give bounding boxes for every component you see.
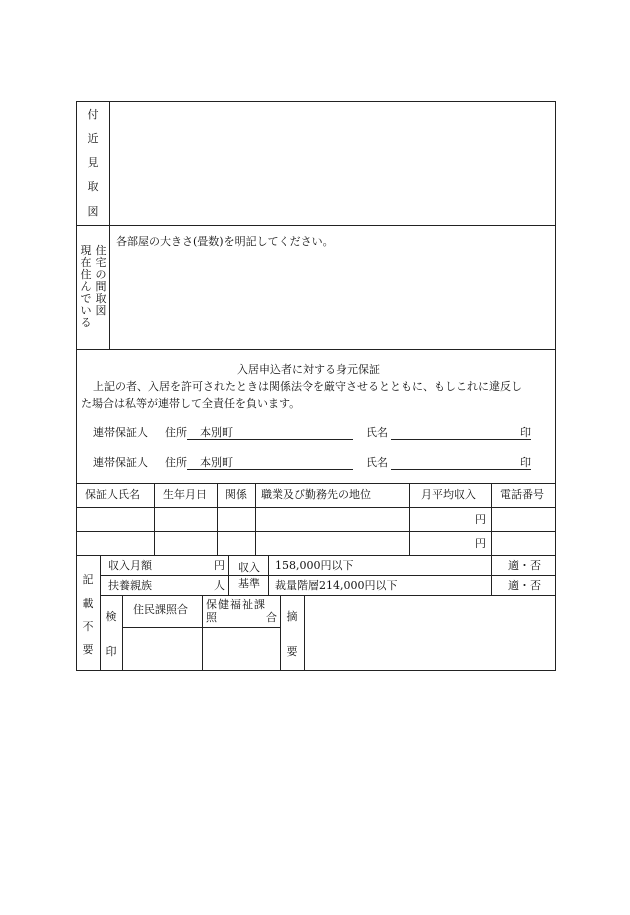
map-label-char: 図	[87, 205, 99, 218]
dependents-unit: 人	[214, 579, 225, 592]
residents-check-label: 住民課照合	[133, 603, 188, 616]
judgement-1[interactable]: 適・否	[508, 559, 541, 572]
residents-check-stamp-box[interactable]	[123, 628, 202, 670]
welfare-stamp-box[interactable]	[203, 628, 280, 670]
header-relation: 関係	[225, 488, 247, 501]
guarantee-body-line2: た場合は私等が連帯して全責任を負います。	[81, 397, 301, 410]
header-phone: 電話番号	[500, 488, 544, 501]
criteria-discretionary-limit: 裁量階層214,000円以下	[275, 579, 398, 592]
income-unit: 円	[214, 559, 225, 572]
guarantor-role: 連帯保証人	[93, 456, 148, 469]
inspection-char: 検	[105, 610, 117, 623]
yen-unit: 円	[475, 513, 486, 526]
office-label-char: 載	[82, 597, 94, 610]
address-line[interactable]	[187, 439, 353, 440]
seal-mark: 印	[520, 426, 531, 439]
summary-char: 摘	[286, 610, 298, 623]
map-label-char: 取	[87, 180, 99, 193]
judgement-2[interactable]: 適・否	[508, 579, 541, 592]
welfare-label-bottom-1: 照	[206, 611, 217, 624]
name-label: 氏名	[366, 426, 388, 439]
criteria-income-limit: 158,000円以下	[275, 559, 354, 572]
floorplan-drawing-area[interactable]	[110, 252, 555, 349]
inspection-char: 印	[105, 645, 117, 658]
income-label: 収入月額	[108, 559, 152, 572]
header-guarantor-name: 保証人氏名	[85, 488, 140, 501]
header-occupation: 職業及び勤務先の地位	[261, 488, 371, 501]
name-label: 氏名	[366, 456, 388, 469]
office-label-char: 要	[82, 643, 94, 656]
criteria-label-top: 収入	[238, 561, 260, 574]
address-label: 住所	[165, 426, 187, 439]
header-monthly-income: 月平均収入	[421, 488, 476, 501]
criteria-label-bottom: 基準	[238, 577, 260, 590]
map-drawing-area[interactable]	[110, 102, 555, 225]
welfare-label-top: 保健福祉課	[206, 598, 266, 611]
floorplan-label-left: 現 在 住 ん で い る	[80, 244, 92, 329]
address-value: 本別町	[200, 456, 233, 469]
guarantee-body-line1: 上記の者、入居を許可されたときは関係法令を厳守させるとともに、もしこれに違反し	[93, 380, 522, 393]
summary-notes-area[interactable]	[305, 596, 555, 670]
office-label-char: 不	[82, 620, 94, 633]
dependents-label: 扶養親族	[108, 579, 152, 592]
address-line[interactable]	[187, 469, 353, 470]
map-label-char: 近	[87, 132, 99, 145]
header-birthdate: 生年月日	[163, 488, 207, 501]
floorplan-label-right: 住 宅 の 間 取 図	[95, 244, 107, 317]
guarantee-title: 入居申込者に対する身元保証	[237, 363, 380, 376]
address-label: 住所	[165, 456, 187, 469]
welfare-label-bottom-2: 合	[266, 611, 277, 624]
office-label-char: 記	[82, 573, 94, 586]
name-line[interactable]	[391, 469, 531, 470]
floorplan-note: 各部屋の大きさ(畳数)を明記してください。	[116, 235, 334, 248]
map-label-char: 付	[87, 108, 99, 121]
summary-char: 要	[286, 645, 298, 658]
seal-mark: 印	[520, 456, 531, 469]
yen-unit: 円	[475, 537, 486, 550]
map-label-char: 見	[87, 156, 99, 169]
guarantor-role: 連帯保証人	[93, 426, 148, 439]
name-line[interactable]	[391, 439, 531, 440]
address-value: 本別町	[200, 426, 233, 439]
